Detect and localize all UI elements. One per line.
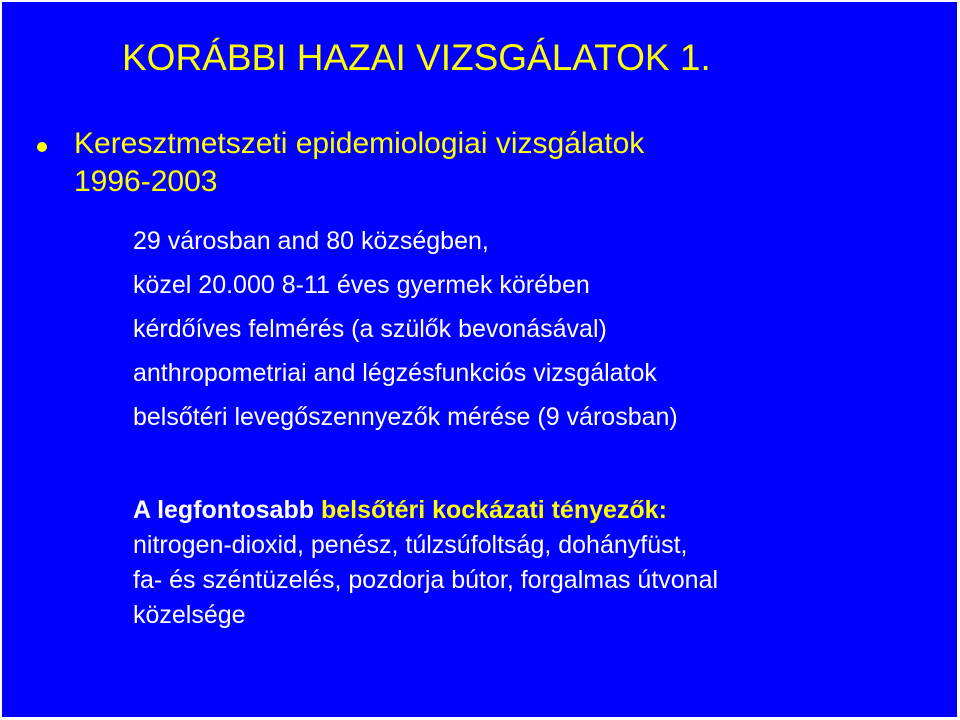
risk-heading [133,493,718,528]
slide [2,2,957,717]
risk-line: fa- és széntüzelés, pozdorja bútor, forgalmas útvonal [133,566,719,594]
risk-line: nitrogen-dioxid, penész, túlzsúfoltság, dohányfüst, [133,531,688,559]
slide-title: KORÁBBI HAZAI VIZSGÁLATOK 1. [122,37,711,78]
bullet-line-2: 1996-2003 [74,165,218,198]
risk-heading-prefix: A legfontosabb [133,496,321,524]
risk-heading-highlight: belsőtéri kockázati tényezők: [320,496,667,524]
bullet-icon [37,142,47,152]
risk-line: közelsége [133,601,246,629]
detail-line: közel 20.000 8-11 éves gyermek körében [133,271,590,299]
detail-line: belsőtéri levegőszennyezők mérése (9 városban) [133,403,678,431]
bullet-line-1: Keresztmetszeti epidemiologiai vizsgálatok [74,127,645,160]
detail-line: 29 városban and 80 községben, [133,227,489,255]
detail-line: anthropometriai and légzésfunkciós vizsgálatok [133,359,657,387]
bullet-text [74,125,644,201]
risk-factors [133,493,718,633]
study-details [133,219,678,439]
detail-line: kérdőíves felmérés (a szülők bevonásával) [133,315,607,343]
